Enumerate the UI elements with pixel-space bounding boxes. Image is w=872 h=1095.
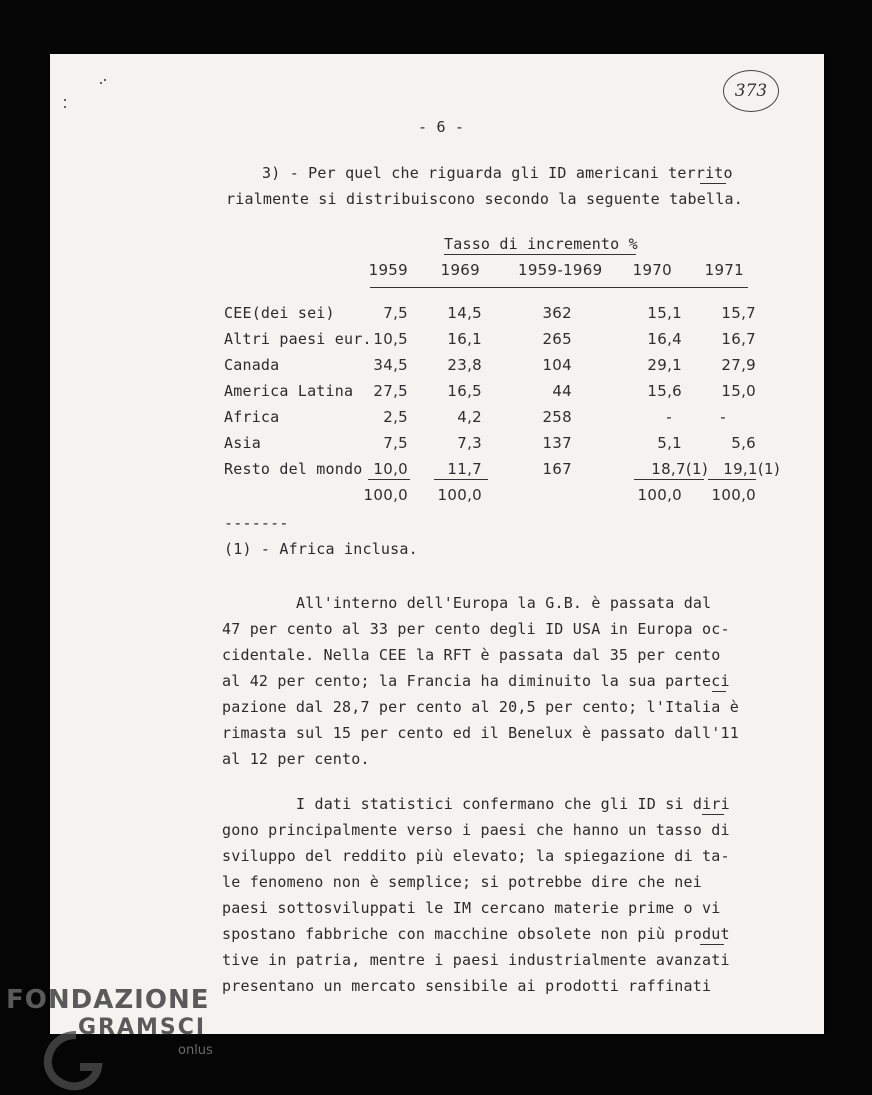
table-cell: 44 — [552, 382, 572, 400]
table-cell: 18,7(1) — [651, 460, 708, 478]
paragraph-line: le fenomeno non è semplice; si potrebbe dire che nei — [222, 873, 702, 891]
paragraph-line: al 12 per cento. — [222, 750, 370, 768]
column-header: 1959 — [368, 261, 408, 279]
table-cell: 15,6 — [647, 382, 682, 400]
total-cell: 100,0 — [437, 486, 482, 504]
table-cell: - — [720, 408, 726, 426]
paragraph-line: tive in patria, mentre i paesi industrialmente avanzati — [222, 951, 730, 969]
table-cell: 265 — [542, 330, 572, 348]
total-cell: 100,0 — [711, 486, 756, 504]
intro-line: rialmente si distribuiscono secondo la seguente tabella. — [226, 190, 743, 208]
header-rule — [370, 287, 748, 288]
intro-underline — [700, 183, 726, 184]
paragraph-line: presentano un mercato sensibile ai prodotti raffinati — [222, 977, 712, 995]
table-cell: 10,0 — [373, 460, 408, 478]
column-header: 1970 — [632, 261, 672, 279]
sum-rule — [708, 479, 756, 480]
paragraph-line: paesi sottosviluppati le IM cercano materie prime o vi — [222, 899, 721, 917]
column-header: 1969 — [440, 261, 480, 279]
ink-mark — [64, 106, 66, 108]
table-cell: 2,5 — [383, 408, 408, 426]
paragraph-line: I dati statistici confermano che gli ID si diri — [296, 795, 730, 813]
table-cell: 16,1 — [447, 330, 482, 348]
paragraph-line: cidentale. Nella CEE la RFT è passata dal 35 per cento — [222, 646, 721, 664]
paragraph-line: All'interno dell'Europa la G.B. è passata dal — [296, 594, 712, 612]
intro-line: 3) - Per quel che riguarda gli ID americani territo — [262, 164, 733, 182]
table-cell: 7,5 — [383, 434, 408, 452]
table-cell: 27,5 — [373, 382, 408, 400]
table-cell: 16,4 — [647, 330, 682, 348]
table-cell: 7,3 — [457, 434, 482, 452]
total-cell: 100,0 — [637, 486, 682, 504]
footnote: (1) - Africa inclusa. — [224, 540, 418, 558]
table-cell: 29,1 — [647, 356, 682, 374]
sum-rule — [434, 479, 488, 480]
table-group-header: Tasso di incremento % — [444, 235, 638, 253]
table-cell: 15,7 — [721, 304, 756, 322]
paragraph-line: gono principalmente verso i paesi che hanno un tasso di — [222, 821, 730, 839]
table-cell: 11,7 — [447, 460, 482, 478]
table-cell: 15,1 — [647, 304, 682, 322]
fondazione-gramsci-logo — [6, 985, 226, 1080]
page-number: - 6 - — [418, 118, 465, 136]
table-cell: 258 — [542, 408, 572, 426]
row-label: America Latina — [224, 382, 354, 400]
table-cell: 7,5 — [383, 304, 408, 322]
table-cell: 167 — [542, 460, 572, 478]
hyphen-underline — [700, 944, 724, 945]
logo-line-onlus: onlus — [178, 1043, 213, 1058]
paragraph-line: spostano fabbriche con macchine obsolete non più produt — [222, 925, 730, 943]
row-label: Africa — [224, 408, 280, 426]
paragraph-line: pazione dal 28,7 per cento al 20,5 per cento; l'Italia è — [222, 698, 739, 716]
ink-mark — [104, 79, 106, 81]
table-cell: 19,1(1) — [723, 460, 780, 478]
paragraph-line: sviluppo del reddito più elevato; la spiegazione di ta- — [222, 847, 730, 865]
table-cell: 5,1 — [657, 434, 682, 452]
logo-line-gramsci: GRAMSCI — [78, 1015, 207, 1040]
row-label: Altri paesi eur. — [224, 330, 372, 348]
hyphen-underline — [712, 691, 726, 692]
archive-number: 373 — [734, 81, 768, 101]
archive-number-stamp — [723, 70, 779, 112]
hyphen-underline — [702, 814, 724, 815]
column-header: 1971 — [704, 261, 744, 279]
table-cell: 16,7 — [721, 330, 756, 348]
row-label: Resto del mondo — [224, 460, 363, 478]
table-cell: 362 — [542, 304, 572, 322]
logo-line-fondazione: FONDAZIONE — [6, 985, 210, 1015]
table-cell: 14,5 — [447, 304, 482, 322]
table-cell: 4,2 — [457, 408, 482, 426]
table-cell: 34,5 — [373, 356, 408, 374]
ink-mark — [64, 99, 66, 101]
row-label: Asia — [224, 434, 261, 452]
ink-mark — [100, 82, 102, 84]
column-header: 1959-1969 — [518, 261, 603, 279]
sum-rule — [634, 479, 704, 480]
sum-rule — [368, 479, 410, 480]
table-cell: 27,9 — [721, 356, 756, 374]
group-header-underline — [444, 254, 636, 255]
table-cell: 23,8 — [447, 356, 482, 374]
table-cell: 104 — [542, 356, 572, 374]
table-cell: 5,6 — [731, 434, 756, 452]
table-cell: 10,5 — [373, 330, 408, 348]
table-cell: 16,5 — [447, 382, 482, 400]
row-label: Canada — [224, 356, 280, 374]
total-cell: 100,0 — [363, 486, 408, 504]
table-cell: 15,0 — [721, 382, 756, 400]
table-cell: 137 — [542, 434, 572, 452]
footnote-rule: ------- — [224, 514, 289, 532]
paragraph-line: rimasta sul 15 per cento ed il Benelux è passato dall'11 — [222, 724, 739, 742]
row-label: CEE(dei sei) — [224, 304, 335, 322]
paragraph-line: al 42 per cento; la Francia ha diminuito la sua parteci — [222, 672, 730, 690]
table-cell: - — [666, 408, 672, 426]
paragraph-line: 47 per cento al 33 per cento degli ID USA in Europa oc- — [222, 620, 730, 638]
